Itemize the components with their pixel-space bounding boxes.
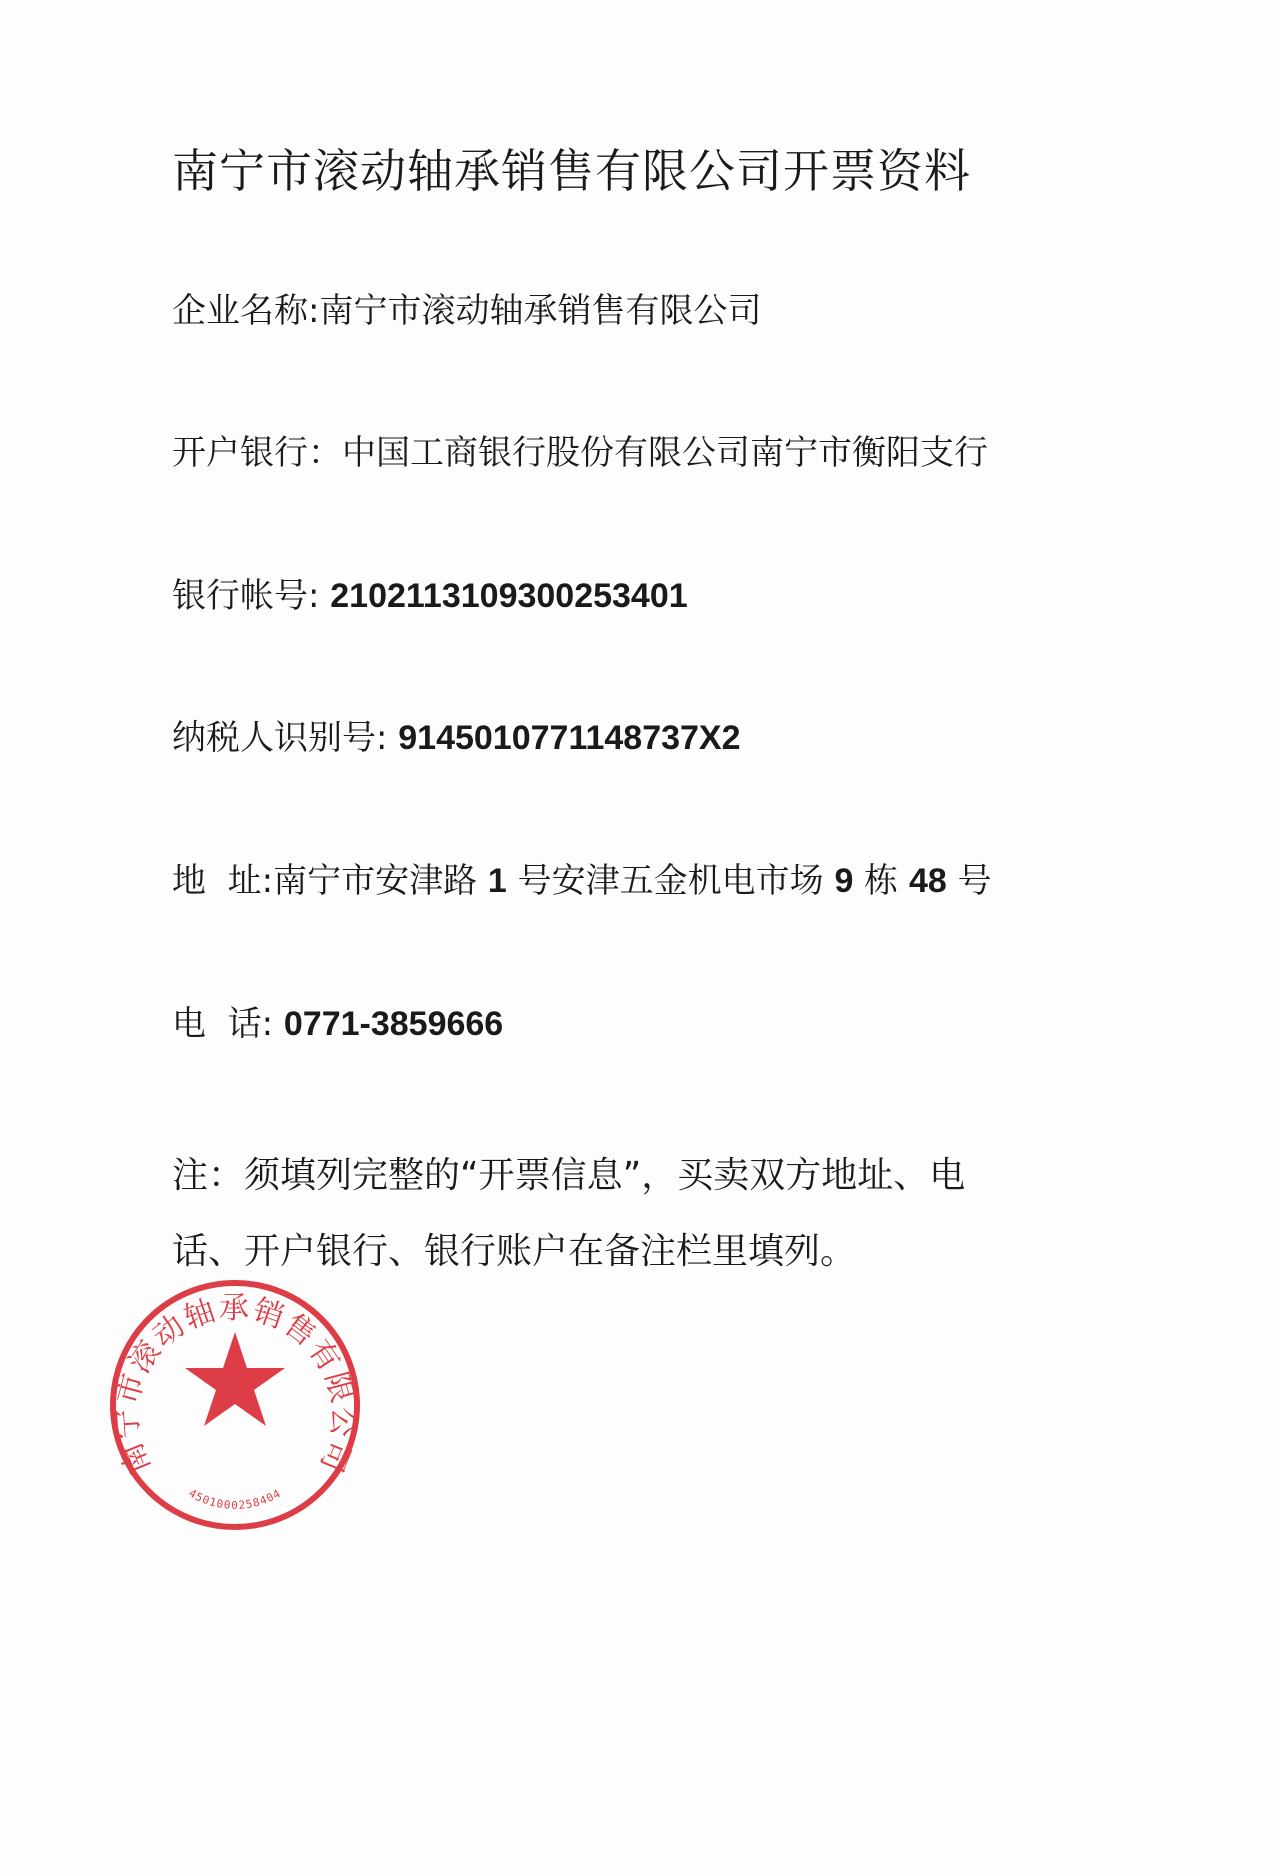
bank-value: 中国工商银行股份有限公司南宁市衡阳支行 [342, 433, 988, 473]
account-label: 银行帐号: [172, 576, 331, 616]
company-name-label: 企业名称: [172, 291, 320, 331]
phone-value: 0771-3859666 [283, 1005, 504, 1043]
phone-row [172, 996, 503, 1045]
account-row [172, 568, 688, 617]
company-name-value: 南宁市滚动轴承销售有限公司 [319, 291, 762, 331]
bank-row [172, 425, 988, 474]
address-value-mid2: 栋 [853, 861, 909, 901]
address-value-post: 号 [946, 861, 992, 901]
phone-label: 电 话: [172, 1004, 284, 1044]
address-value-mid: 号安津五金机电市场 [506, 861, 835, 901]
bank-label: 开户银行： [172, 433, 342, 473]
tax-id-row [172, 710, 741, 759]
company-seal [100, 1270, 370, 1540]
address-building: 9 [834, 862, 854, 900]
note-line-1: 注：须填列完整的“开票信息”，买卖双方地址、电 [172, 1155, 966, 1196]
document-title: 南宁市滚动轴承销售有限公司开票资料 [172, 144, 971, 198]
address-unit: 48 [908, 862, 947, 900]
address-number: 1 [487, 862, 507, 900]
tax-id-label: 纳税人识别号: [172, 718, 399, 758]
company-name-row [172, 283, 761, 332]
address-label: 地 址: [172, 861, 274, 901]
address-row [172, 853, 992, 902]
note-line-2: 话、开户银行、银行账户在备注栏里填列。 [172, 1231, 857, 1272]
seal-code-textpath: 4501000258404 [186, 1486, 284, 1512]
seal-ring-textpath: 南宁市滚动轴承销售有限公司 [109, 1291, 361, 1479]
tax-id-value: 9145010771148737X2 [398, 719, 741, 757]
note-paragraph [172, 1138, 1112, 1290]
account-value: 2102113109300253401 [330, 577, 688, 615]
seal-code-text [186, 1487, 283, 1512]
seal-star-icon [185, 1332, 285, 1426]
address-value-pre: 南宁市安津路 [273, 861, 488, 901]
